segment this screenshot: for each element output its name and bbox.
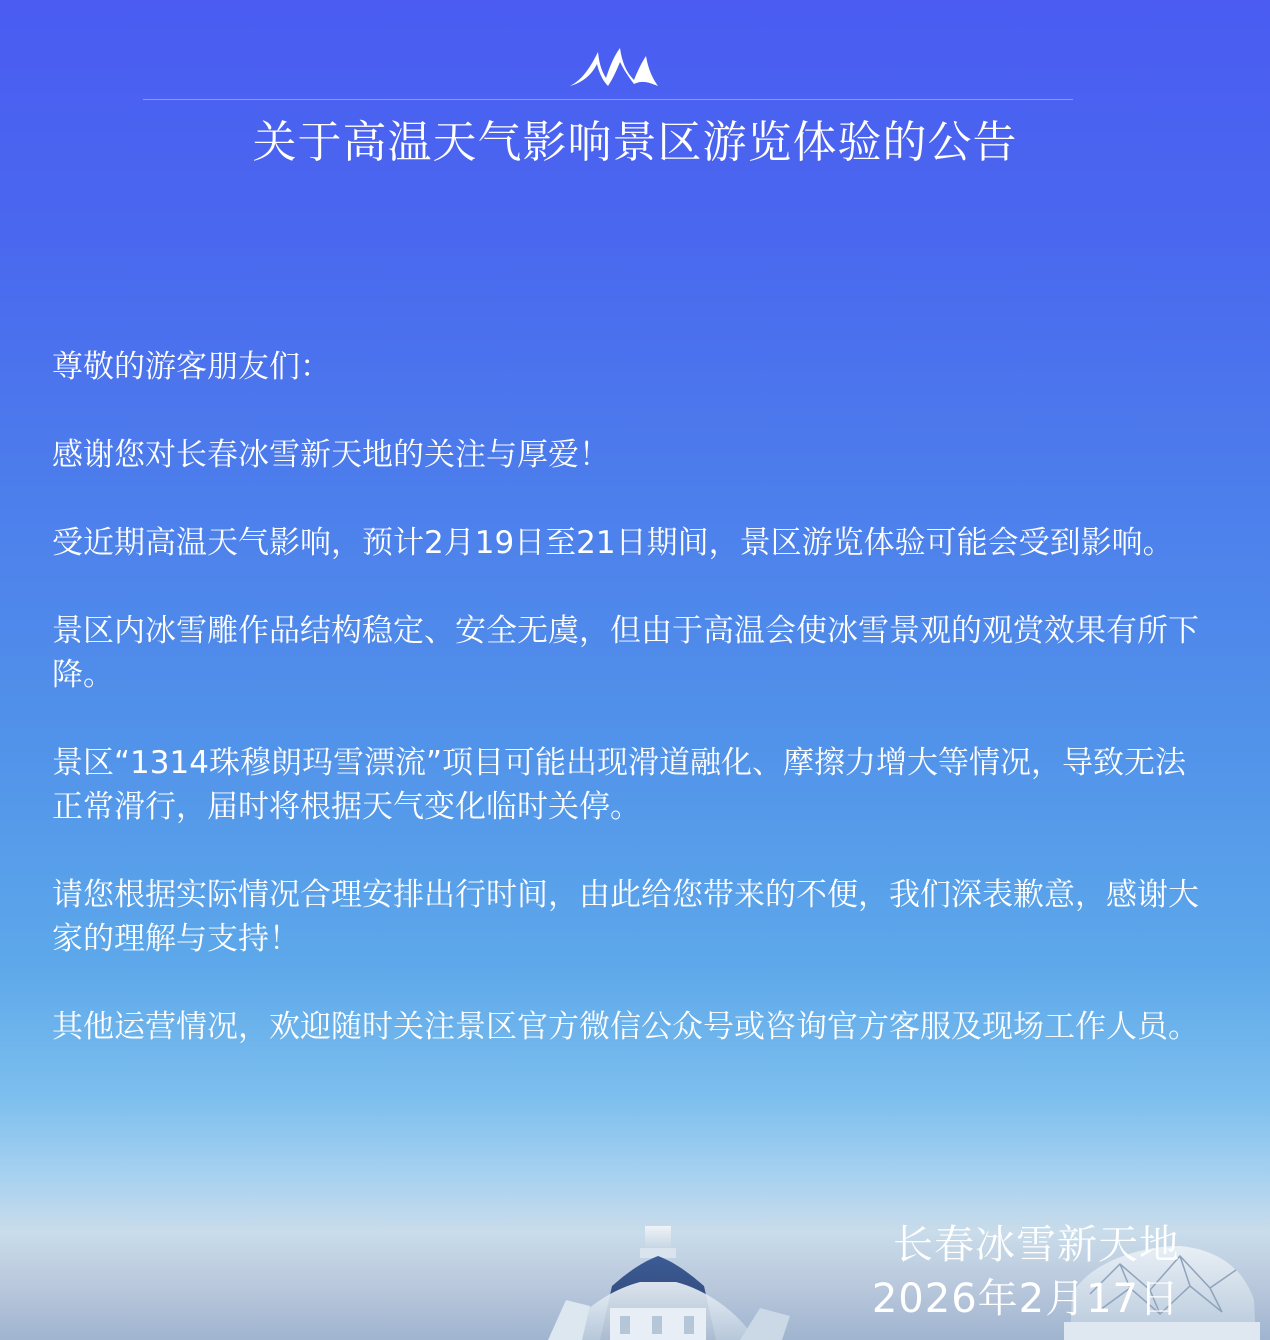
mountain-logo-icon xyxy=(568,40,660,90)
signature-block xyxy=(872,1218,1180,1326)
title-divider xyxy=(143,99,1073,100)
signature-org: 长春冰雪新天地 xyxy=(893,1222,1180,1268)
paragraph-weather-impact: 受近期高温天气影响，预计2月19日至21日期间，景区游览体验可能会受到影响。 xyxy=(52,525,1174,561)
paragraph-sculpture-safety: 景区内冰雪雕作品结构稳定、安全无虞，但由于高温会使冰雪景观的观赏效果有所下降。 xyxy=(52,613,1199,693)
paragraph-rafting-closure: 景区“1314珠穆朗玛雪漂流”项目可能出现滑道融化、摩擦力增大等情况，导致无法正常滑行，届时将根据天气变化临时关停。 xyxy=(52,745,1187,825)
paragraph-thanks: 感谢您对长春冰雪新天地的关注与厚爱！ xyxy=(52,437,610,473)
page-title: 关于高温天气影响景区游览体验的公告 xyxy=(252,117,1018,168)
signature-date: 2026年2月17日 xyxy=(871,1276,1180,1322)
announcement-body xyxy=(52,345,1212,1093)
paragraph-apology: 请您根据实际情况合理安排出行时间，由此给您带来的不便，我们深表歉意，感谢大家的理解与支持！ xyxy=(52,877,1199,957)
greeting: 尊敬的游客朋友们： xyxy=(52,349,331,385)
paragraph-contact: 其他运营情况，欢迎随时关注景区官方微信公众号或咨询官方客服及现场工作人员。 xyxy=(52,1009,1199,1045)
